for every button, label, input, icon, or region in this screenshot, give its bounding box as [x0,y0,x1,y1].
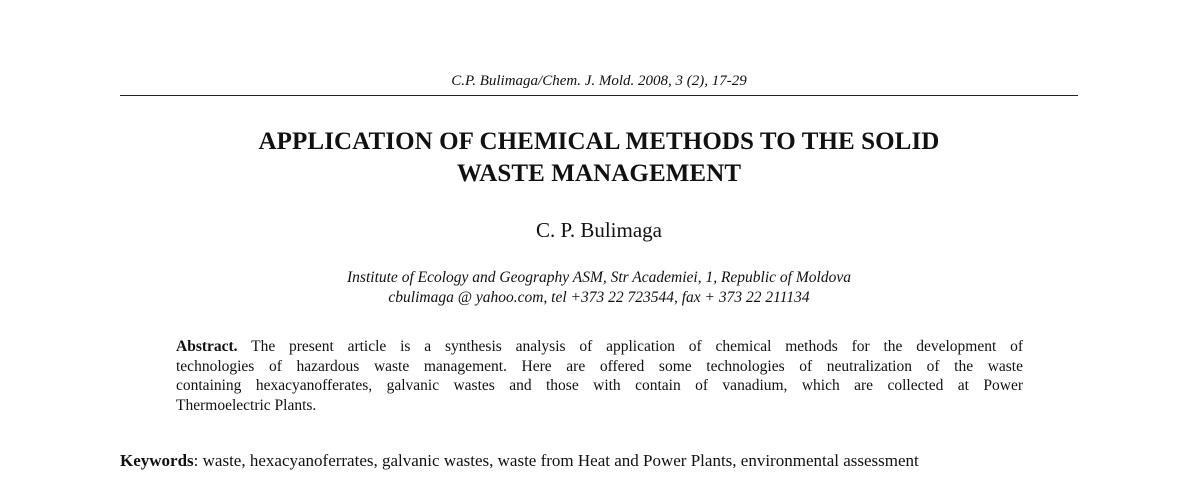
abstract-line-1 [176,337,1023,357]
keywords [120,450,1080,472]
author-name: C. P. Bulimaga [535,218,662,242]
abstract-label: Abstract. [176,338,238,355]
author-affiliation [120,268,1078,308]
keywords-label: Keywords [120,451,194,470]
abstract-line-4: Thermoelectric Plants. [176,396,317,414]
paper-title [120,126,1078,190]
abstract [176,337,1023,415]
abstract-text-1: The present article is a synthesis analysis of application of chemical methods for the development of [237,338,1023,355]
abstract-line-3: containing hexacyanofferates, galvanic wastes and those with contain of vanadium, which are collected at Power [176,377,1023,394]
affiliation-contact: cbulimaga @ yahoo.com, tel +373 22 723544, fax + 373 22 211134 [388,289,810,306]
paper-title-line-2: WASTE MANAGEMENT [456,160,742,187]
paper-title-line-1: APPLICATION OF CHEMICAL METHODS TO THE SOLID [258,128,940,155]
abstract-line-2: technologies of hazardous waste management. Here are offered some technologies of neutralization of the waste [176,357,1023,375]
header-rule [120,95,1078,96]
affiliation-institute: Institute of Ecology and Geography ASM, Str Academiei, 1, Republic of Moldova [347,269,851,286]
running-header-citation: C.P. Bulimaga/Chem. J. Mold. 2008, 3 (2), 17-29 [451,73,747,89]
keywords-text: : waste, hexacyanoferrates, galvanic wastes, waste from Heat and Power Plants, environmental assessment [193,451,919,470]
